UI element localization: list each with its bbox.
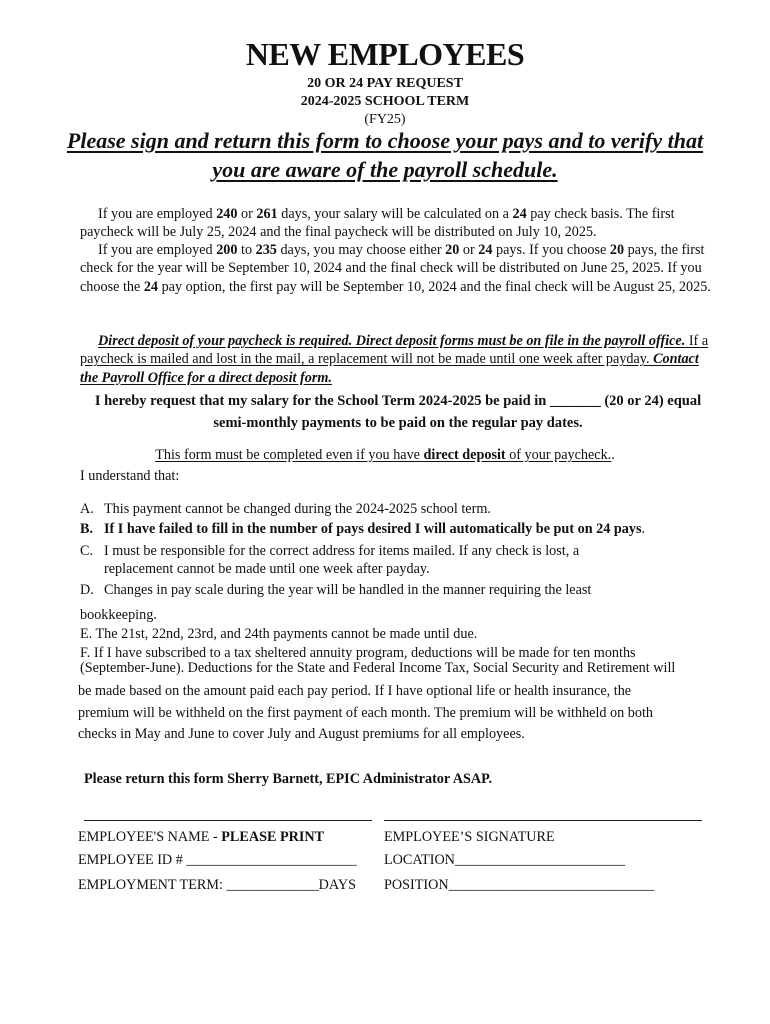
list-item: C. I must be responsible for the correct address for items mailed. If any check is lost, a replacement cannot be made until one week after payday.: [80, 543, 580, 577]
location-field[interactable]: LOCATION________________________: [384, 852, 626, 868]
employee-signature-line[interactable]: [384, 820, 702, 821]
list-item-continuation: bookkeeping.: [80, 607, 157, 623]
form-subtitle-fiscal-year: (FY25): [364, 112, 406, 127]
form-headline: Please sign and return this form to choose your pays and to verify that you are aware of the payroll schedule.: [66, 128, 704, 182]
list-item: F. If I have subscribed to a tax sheltered annuity program, deductions will be made for ten months (September-June). Deductions for the State and Federal Income Tax, Social Security and Retirement will: [80, 645, 676, 676]
direct-deposit-notice: This form must be completed even if you have direct deposit of your paycheck..: [155, 447, 615, 463]
return-instructions: Please return this form Sherry Barnett, EPIC Administrator ASAP.: [84, 771, 492, 787]
list-item-continuation: be made based on the amount paid each pay period. If I have optional life or health insurance, the premium will be withheld on the first payment of each month. The premium will be withheld on both checks in May and June to cover July and August premiums for all employees.: [78, 683, 654, 742]
list-item: B. If I have failed to fill in the number of pays desired I will automatically be put on 24 pays.: [80, 521, 646, 537]
employment-term-field[interactable]: EMPLOYMENT TERM: _____________DAYS: [78, 877, 356, 893]
understand-heading: I understand that:: [80, 468, 180, 484]
list-item: D. Changes in pay scale during the year will be handled in the manner requiring the least: [80, 582, 592, 598]
list-item: A. This payment cannot be changed during the 2024-2025 school term.: [80, 501, 491, 517]
paragraph-200-235-days: If you are employed 200 to 235 days, you may choose either 20 or 24 pays. If you choose 20 pays, the first check for the year will be September 10, 2024 and the final check will be distributed on June 25, 2025. If you choose the 24 pay option, the first pay will be September 10, 2024 and the final check will be August 25, 2025.: [80, 242, 711, 295]
paragraph-240-261-days: If you are employed 240 or 261 days, your salary will be calculated on a 24 pay check basis. The first paycheck will be July 25, 2024 and the final paycheck will be distributed on July 10, 2025.: [80, 206, 675, 241]
form-subtitle-pay-request: 20 OR 24 PAY REQUEST: [307, 76, 463, 91]
position-field[interactable]: POSITION_____________________________: [384, 877, 655, 893]
employee-name-line[interactable]: [84, 820, 372, 821]
employee-signature-label: EMPLOYEE’S SIGNATURE: [384, 829, 555, 845]
list-item: E. The 21st, 22nd, 23rd, and 24th payments cannot be made until due.: [80, 626, 478, 642]
employee-name-label: EMPLOYEE'S NAME - PLEASE PRINT: [78, 829, 325, 845]
form-title: NEW EMPLOYEES: [245, 36, 525, 72]
paragraph-direct-deposit: Direct deposit of your paycheck is required. Direct deposit forms must be on file in the payroll office. If a paycheck is mailed and lost in the mail, a replacement will not be made until one week after payday. Contact the Payroll Office for a direct deposit form.: [80, 333, 709, 386]
pay-request-statement: I hereby request that my salary for the School Term 2024-2025 be paid in _______ (20 or 24) equal semi-monthly payments to be paid on the regular pay dates.: [94, 393, 702, 431]
form-subtitle-school-term: 2024-2025 SCHOOL TERM: [300, 94, 470, 109]
employee-id-field[interactable]: EMPLOYEE ID # ________________________: [78, 852, 357, 868]
